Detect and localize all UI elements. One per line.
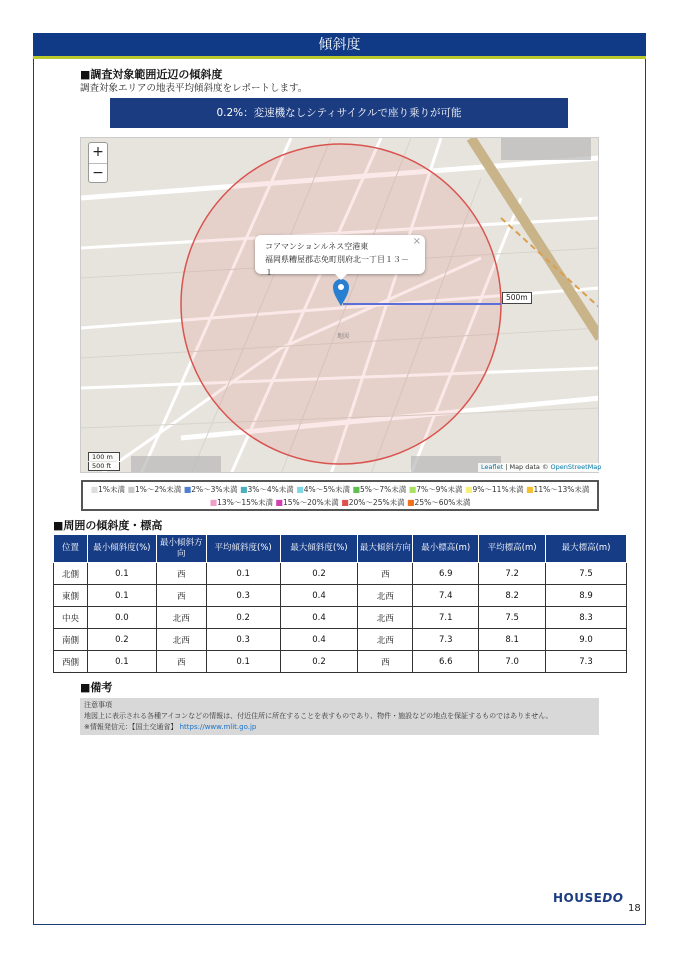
slope-table — [53, 534, 627, 673]
legend-label: 25%〜60%未満 — [414, 498, 471, 507]
legend-label: 2%〜3%未満 — [191, 485, 238, 494]
table-row — [54, 651, 627, 673]
legend-item — [465, 485, 524, 494]
table-cell: 0.4 — [280, 629, 358, 651]
legend-swatch-icon: ■ — [341, 498, 349, 507]
legend-label: 5%〜7%未満 — [360, 485, 407, 494]
legend-label: 13%〜15%未満 — [217, 498, 273, 507]
table-cell: 西 — [156, 585, 206, 607]
table-cell: 北側 — [54, 563, 88, 585]
table-cell: 西 — [156, 651, 206, 673]
table-cell: 0.4 — [280, 585, 358, 607]
table-cell: 7.5 — [546, 563, 627, 585]
column-header: 最小傾斜度(%) — [87, 535, 156, 563]
table-body — [54, 563, 627, 673]
table-cell: 0.1 — [206, 563, 280, 585]
column-header: 最大傾斜度(%) — [280, 535, 358, 563]
table-row — [54, 607, 627, 629]
legend-swatch-icon: ■ — [406, 498, 415, 507]
legend-item — [91, 485, 125, 494]
map-attribution — [478, 463, 604, 472]
legend-swatch-icon: ■ — [239, 485, 248, 494]
legend-item — [210, 498, 273, 507]
table-row — [54, 585, 627, 607]
table-cell: 7.3 — [546, 651, 627, 673]
notes-box — [80, 698, 599, 735]
legend-swatch-icon: ■ — [525, 485, 534, 494]
legend-swatch-icon: ■ — [183, 485, 192, 494]
table-cell: 0.2 — [87, 629, 156, 651]
legend-swatch-icon: ■ — [296, 485, 304, 494]
table-cell: 北西 — [358, 629, 413, 651]
legend-label: 15%〜20%未満 — [282, 498, 339, 507]
table-cell: 0.1 — [87, 563, 156, 585]
legend-item — [240, 485, 294, 494]
table-cell: 7.1 — [413, 607, 479, 629]
scale-feet: 500 ft — [88, 462, 120, 471]
legend-item — [341, 498, 404, 507]
table-cell: 8.3 — [546, 607, 627, 629]
column-header: 平均傾斜度(%) — [206, 535, 280, 563]
table-cell: 北西 — [156, 629, 206, 651]
table-row — [54, 563, 627, 585]
column-header: 平均標高(m) — [479, 535, 546, 563]
location-marker-dot — [338, 284, 344, 290]
legend-item — [184, 485, 238, 494]
legend-swatch-icon: ■ — [352, 485, 361, 494]
legend-label: 7%〜9%未満 — [416, 485, 463, 494]
table-cell: 西 — [358, 651, 413, 673]
table-cell: 0.3 — [206, 585, 280, 607]
table-cell: 中央 — [54, 607, 88, 629]
popup-property-name: コアマンションルネス空港東 — [265, 242, 369, 251]
source-prefix: ※情報発信元：【国土交通省】 — [84, 723, 178, 731]
column-header: 最小傾斜方向 — [156, 535, 206, 563]
legend-item — [352, 485, 406, 494]
table-cell: 8.1 — [479, 629, 546, 651]
property-popup — [255, 235, 425, 277]
legend-label: 9%〜11%未満 — [472, 485, 524, 494]
zoom-control — [88, 142, 108, 183]
table-cell: 0.1 — [87, 651, 156, 673]
popup-property-address: 福岡県糟屋郡志免町別府北一丁目１３－１ — [265, 255, 409, 277]
table-header-row — [54, 535, 627, 563]
legend-swatch-icon: ■ — [275, 498, 283, 507]
grade-summary-bar: 0.2%：変速機なしシティサイクルで座り乗りが可能 — [110, 98, 568, 128]
notes-title: 注意事項 — [84, 701, 112, 709]
table-cell: 0.2 — [280, 563, 358, 585]
map-label-block — [501, 138, 591, 160]
table-cell: 6.6 — [413, 651, 479, 673]
column-header: 位置 — [54, 535, 88, 563]
map-label-block — [131, 456, 221, 473]
legend-label: 1%〜2%未満 — [135, 485, 182, 494]
table-cell: 北西 — [156, 607, 206, 629]
brand-text-b: DO — [602, 891, 624, 905]
table-cell: 0.0 — [87, 607, 156, 629]
radius-label: 500m — [502, 292, 532, 304]
attribution-separator: | Map data © — [503, 463, 551, 471]
section-heading-slope: ■調査対象範囲近辺の傾斜度 — [80, 68, 223, 81]
table-cell: 0.4 — [280, 607, 358, 629]
table-cell: 0.1 — [206, 651, 280, 673]
table-cell: 7.4 — [413, 585, 479, 607]
legend-swatch-icon: ■ — [464, 485, 473, 494]
popup-tip — [334, 273, 348, 280]
notes-source — [84, 722, 595, 733]
leaflet-link[interactable]: Leaflet — [481, 463, 504, 471]
legend-swatch-icon: ■ — [127, 485, 136, 494]
osm-link[interactable]: OpenStreetMap — [550, 463, 602, 471]
section-heading-table: ■周囲の傾斜度・標高 — [53, 519, 163, 532]
slope-legend — [81, 480, 599, 511]
brand-logo — [553, 891, 624, 905]
table-cell: 0.2 — [206, 607, 280, 629]
table-cell: 東側 — [54, 585, 88, 607]
table-cell: 7.5 — [479, 607, 546, 629]
table-cell: 7.3 — [413, 629, 479, 651]
legend-item — [526, 485, 589, 494]
table-cell: 西 — [358, 563, 413, 585]
page-number: 18 — [628, 903, 641, 914]
column-header: 最大傾斜方向 — [358, 535, 413, 563]
legend-item — [127, 485, 181, 494]
legend-label: 4%〜5%未満 — [303, 485, 351, 494]
table-cell: 南側 — [54, 629, 88, 651]
table-cell: 7.0 — [479, 651, 546, 673]
column-header: 最大標高(m) — [546, 535, 627, 563]
table-cell: 8.2 — [479, 585, 546, 607]
legend-swatch-icon: ■ — [90, 485, 99, 494]
popup-close-icon[interactable]: × — [412, 236, 421, 247]
legend-item — [275, 498, 338, 507]
table-cell: 0.3 — [206, 629, 280, 651]
legend-swatch-icon: ■ — [209, 498, 218, 507]
legend-label: 11%〜13%未満 — [533, 485, 590, 494]
table-cell: 西 — [156, 563, 206, 585]
source-link[interactable]: https://www.mlit.go.jp — [179, 723, 257, 731]
table-cell: 7.2 — [479, 563, 546, 585]
legend-item — [296, 485, 350, 494]
map-place-label: 地図 — [337, 334, 350, 340]
zoom-in-button[interactable]: + — [92, 144, 104, 160]
column-header: 最小標高(m) — [413, 535, 479, 563]
section-heading-notes: ■備考 — [80, 681, 113, 694]
legend-item — [407, 498, 470, 507]
table-row — [54, 629, 627, 651]
table-cell: 8.9 — [546, 585, 627, 607]
zoom-out-button[interactable]: − — [89, 163, 107, 183]
map-graphics — [81, 138, 599, 473]
table-cell: 9.0 — [546, 629, 627, 651]
scale-meters: 100 m — [88, 452, 120, 461]
legend-label: 1%未満 — [98, 485, 126, 494]
legend-swatch-icon: ■ — [408, 485, 417, 494]
table-cell: 北西 — [358, 585, 413, 607]
legend-item — [409, 485, 463, 494]
section-description: 調査対象エリアの地表平均傾斜度をレポートします。 — [80, 83, 308, 94]
table-cell: 6.9 — [413, 563, 479, 585]
notes-body: 地図上に表示される各種アイコンなどの情報は、付近住所に所在することを表すものであり、物件・施設などの地点を保証するものではありません。 — [84, 712, 553, 720]
legend-label: 3%〜4%未満 — [247, 485, 294, 494]
table-cell: 0.1 — [87, 585, 156, 607]
table-cell: 西側 — [54, 651, 88, 673]
brand-text-a: HOUSE — [553, 891, 603, 905]
page-title: 傾斜度 — [33, 33, 646, 59]
map-view[interactable] — [80, 137, 599, 473]
legend-label: 20%〜25%未満 — [348, 498, 405, 507]
table-cell: 0.2 — [280, 651, 358, 673]
table-cell: 北西 — [358, 607, 413, 629]
map-scale — [88, 452, 120, 472]
